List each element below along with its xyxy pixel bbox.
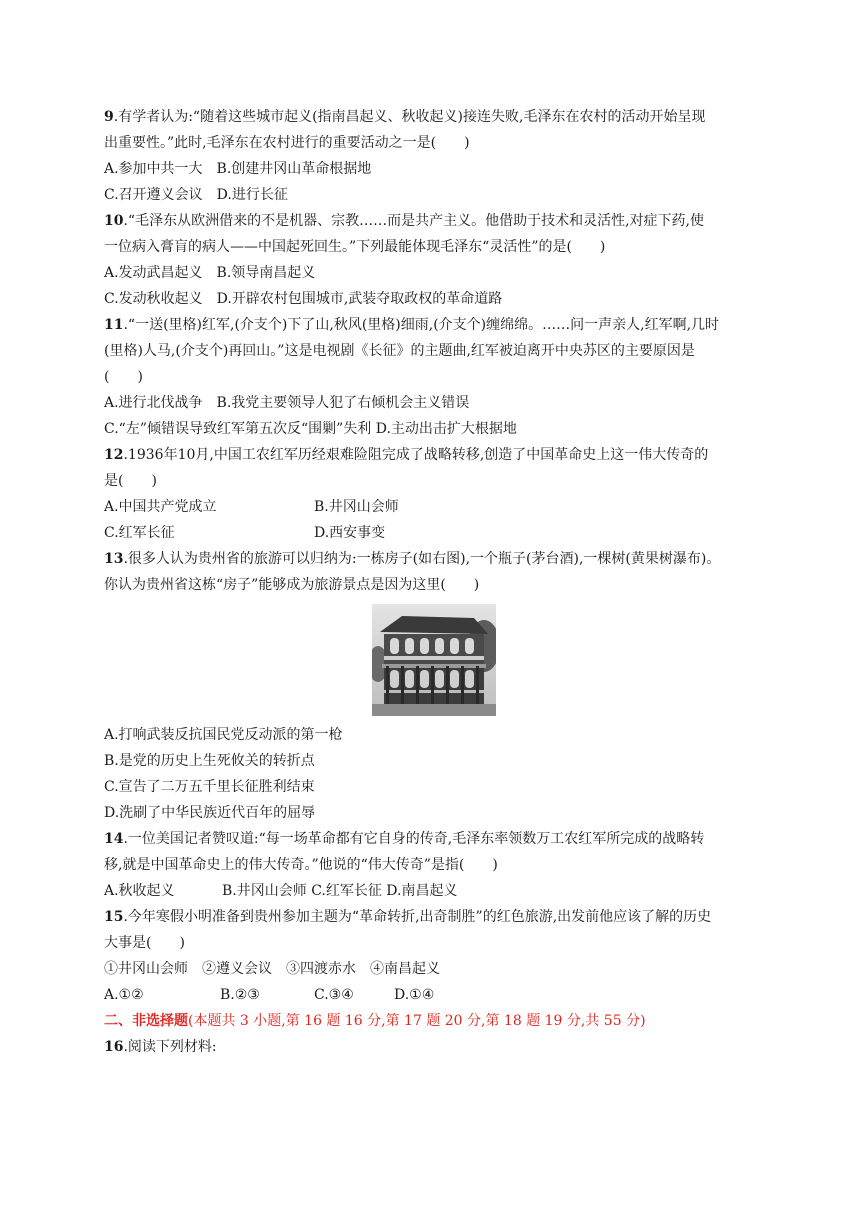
q12-option-c[interactable]: C.红军长征: [104, 525, 175, 541]
q14-stem-line1: [104, 826, 764, 852]
q10-text1: .“毛泽东从欧洲借来的不是机器、宗教……而是共产主义。他借助于技术和灵活性,对症下药,使: [123, 213, 704, 229]
section-2-note: (本题共 3 小题,第 16 题 16 分,第 17 题 20 分,第 18 题 19 分,共 55 分): [188, 1013, 646, 1029]
q12-options-row1: [104, 494, 764, 520]
q15-items: ①井冈山会师 ②遵义会议 ③四渡赤水 ④南昌起义: [104, 961, 440, 977]
q14-stem-line2: 移,就是中国革命史上的伟大传奇。”他说的“伟大传奇”是指( ): [104, 857, 498, 873]
q15-options: [104, 982, 764, 1008]
q9-number: 9: [104, 109, 114, 125]
q14-options-rest[interactable]: B.井冈山会师 C.红军长征 D.南昌起义: [222, 883, 458, 899]
section-2-title: 二、非选择题: [104, 1013, 188, 1029]
q12-stem-line1: [104, 442, 764, 468]
q13-option-a[interactable]: A.打响武装反抗国民党反动派的第一枪: [104, 727, 343, 743]
q16-number: 16: [104, 1039, 124, 1055]
q14-text1: .一位美国记者赞叹道:“每一场革命都有它自身的传奇,毛泽东率领数万工农红军所完成的战略转: [123, 831, 705, 847]
q12-number: 12: [104, 447, 124, 463]
q11-options-line1[interactable]: A.进行北伐战争 B.我党主要领导人犯了右倾机会主义错误: [104, 395, 470, 411]
q14-option-a[interactable]: A.秋收起义: [104, 883, 175, 899]
q13-option-c[interactable]: C.宣告了二万五千里长征胜利结束: [104, 779, 315, 795]
q15-option-c[interactable]: C.③④: [314, 987, 354, 1003]
q14-number: 14: [104, 831, 124, 847]
q10-options-line2[interactable]: C.发动秋收起义 D.开辟农村包围城市,武装夺取政权的革命道路: [104, 291, 503, 307]
q11-text1: .“一送(里格)红军,(介支个)下了山,秋风(里格)细雨,(介支个)缠绵绵。……问一声亲人,红军啊,几时: [123, 317, 720, 333]
q15-text1: .今年寒假小明准备到贵州参加主题为“革命转折,出奇制胜”的红色旅游,出发前他应该了解的历史: [123, 909, 712, 925]
q13-option-d[interactable]: D.洗刷了中华民族近代百年的屈辱: [104, 805, 316, 821]
q12-stem-line2: 是( ): [104, 473, 157, 489]
q15-stem-line2: 大事是( ): [104, 935, 185, 951]
q13-stem-line1: [104, 546, 764, 572]
section-2-heading: [104, 1008, 764, 1034]
q11-stem-line2: (里格)人马,(介支个)再回山。”这是电视剧《长征》的主题曲,红军被迫离开中央苏区的主要原因是: [104, 343, 695, 359]
q11-stem-line3: ( ): [104, 369, 143, 385]
q11-number: 11: [104, 317, 124, 333]
q14-options: [104, 878, 764, 904]
q10-stem-line2: 一位病入膏肓的病人——中国起死回生。”下列最能体现毛泽东“灵活性”的是( ): [104, 239, 606, 255]
q16-stem-line1: [104, 1034, 764, 1060]
q13-stem-line2: 你认为贵州省这栋“房子”能够成为旅游景点是因为这里( ): [104, 577, 480, 593]
q15-option-d[interactable]: D.①④: [394, 987, 435, 1003]
q13-photo-container: [104, 598, 764, 722]
q13-number: 13: [104, 551, 124, 567]
q12-option-a[interactable]: A.中国共产党成立: [104, 499, 217, 515]
q10-number: 10: [104, 213, 124, 229]
q15-stem-line1: [104, 904, 764, 930]
exam-page: [104, 104, 764, 1060]
q9-options-line1[interactable]: A.参加中共一大 B.创建井冈山革命根据地: [104, 161, 372, 177]
q11-options-line2[interactable]: C.“左”倾错误导致红军第五次反“围剿”失利 D.主动出击扩大根据地: [104, 421, 517, 437]
q15-option-b[interactable]: B.②③: [220, 987, 260, 1003]
q12-option-b[interactable]: B.井冈山会师: [314, 499, 399, 515]
q15-option-a[interactable]: A.①②: [104, 987, 144, 1003]
q15-number: 15: [104, 909, 124, 925]
q16-text1: .阅读下列材料:: [123, 1039, 217, 1055]
q12-options-row2: [104, 520, 764, 546]
q13-option-b[interactable]: B.是党的历史上生死攸关的转折点: [104, 753, 315, 769]
q13-text1: .很多人认为贵州省的旅游可以归纳为:一栋房子(如右图),一个瓶子(茅台酒),一棵树(黄果树瀑布)。: [123, 551, 721, 567]
q10-options-line1[interactable]: A.发动武昌起义 B.领导南昌起义: [104, 265, 316, 281]
q9-stem-line2: 出重要性。”此时,毛泽东在农村进行的重要活动之一是( ): [104, 135, 470, 151]
q12-text1: .1936年10月,中国工农红军历经艰难险阻完成了战略转移,创造了中国革命史上这一伟大传奇的: [123, 447, 709, 463]
q11-stem-line1: [104, 312, 764, 338]
q9-text1: .有学者认为:“随着这些城市起义(指南昌起义、秋收起义)接连失败,毛泽东在农村的活动开始呈现: [113, 109, 706, 125]
q12-option-d[interactable]: D.西安事变: [314, 525, 386, 541]
building-photo: [372, 604, 496, 716]
q9-options-line2[interactable]: C.召开遵义会议 D.进行长征: [104, 187, 288, 203]
q10-stem-line1: [104, 208, 764, 234]
q9-stem-line1: [104, 104, 764, 130]
